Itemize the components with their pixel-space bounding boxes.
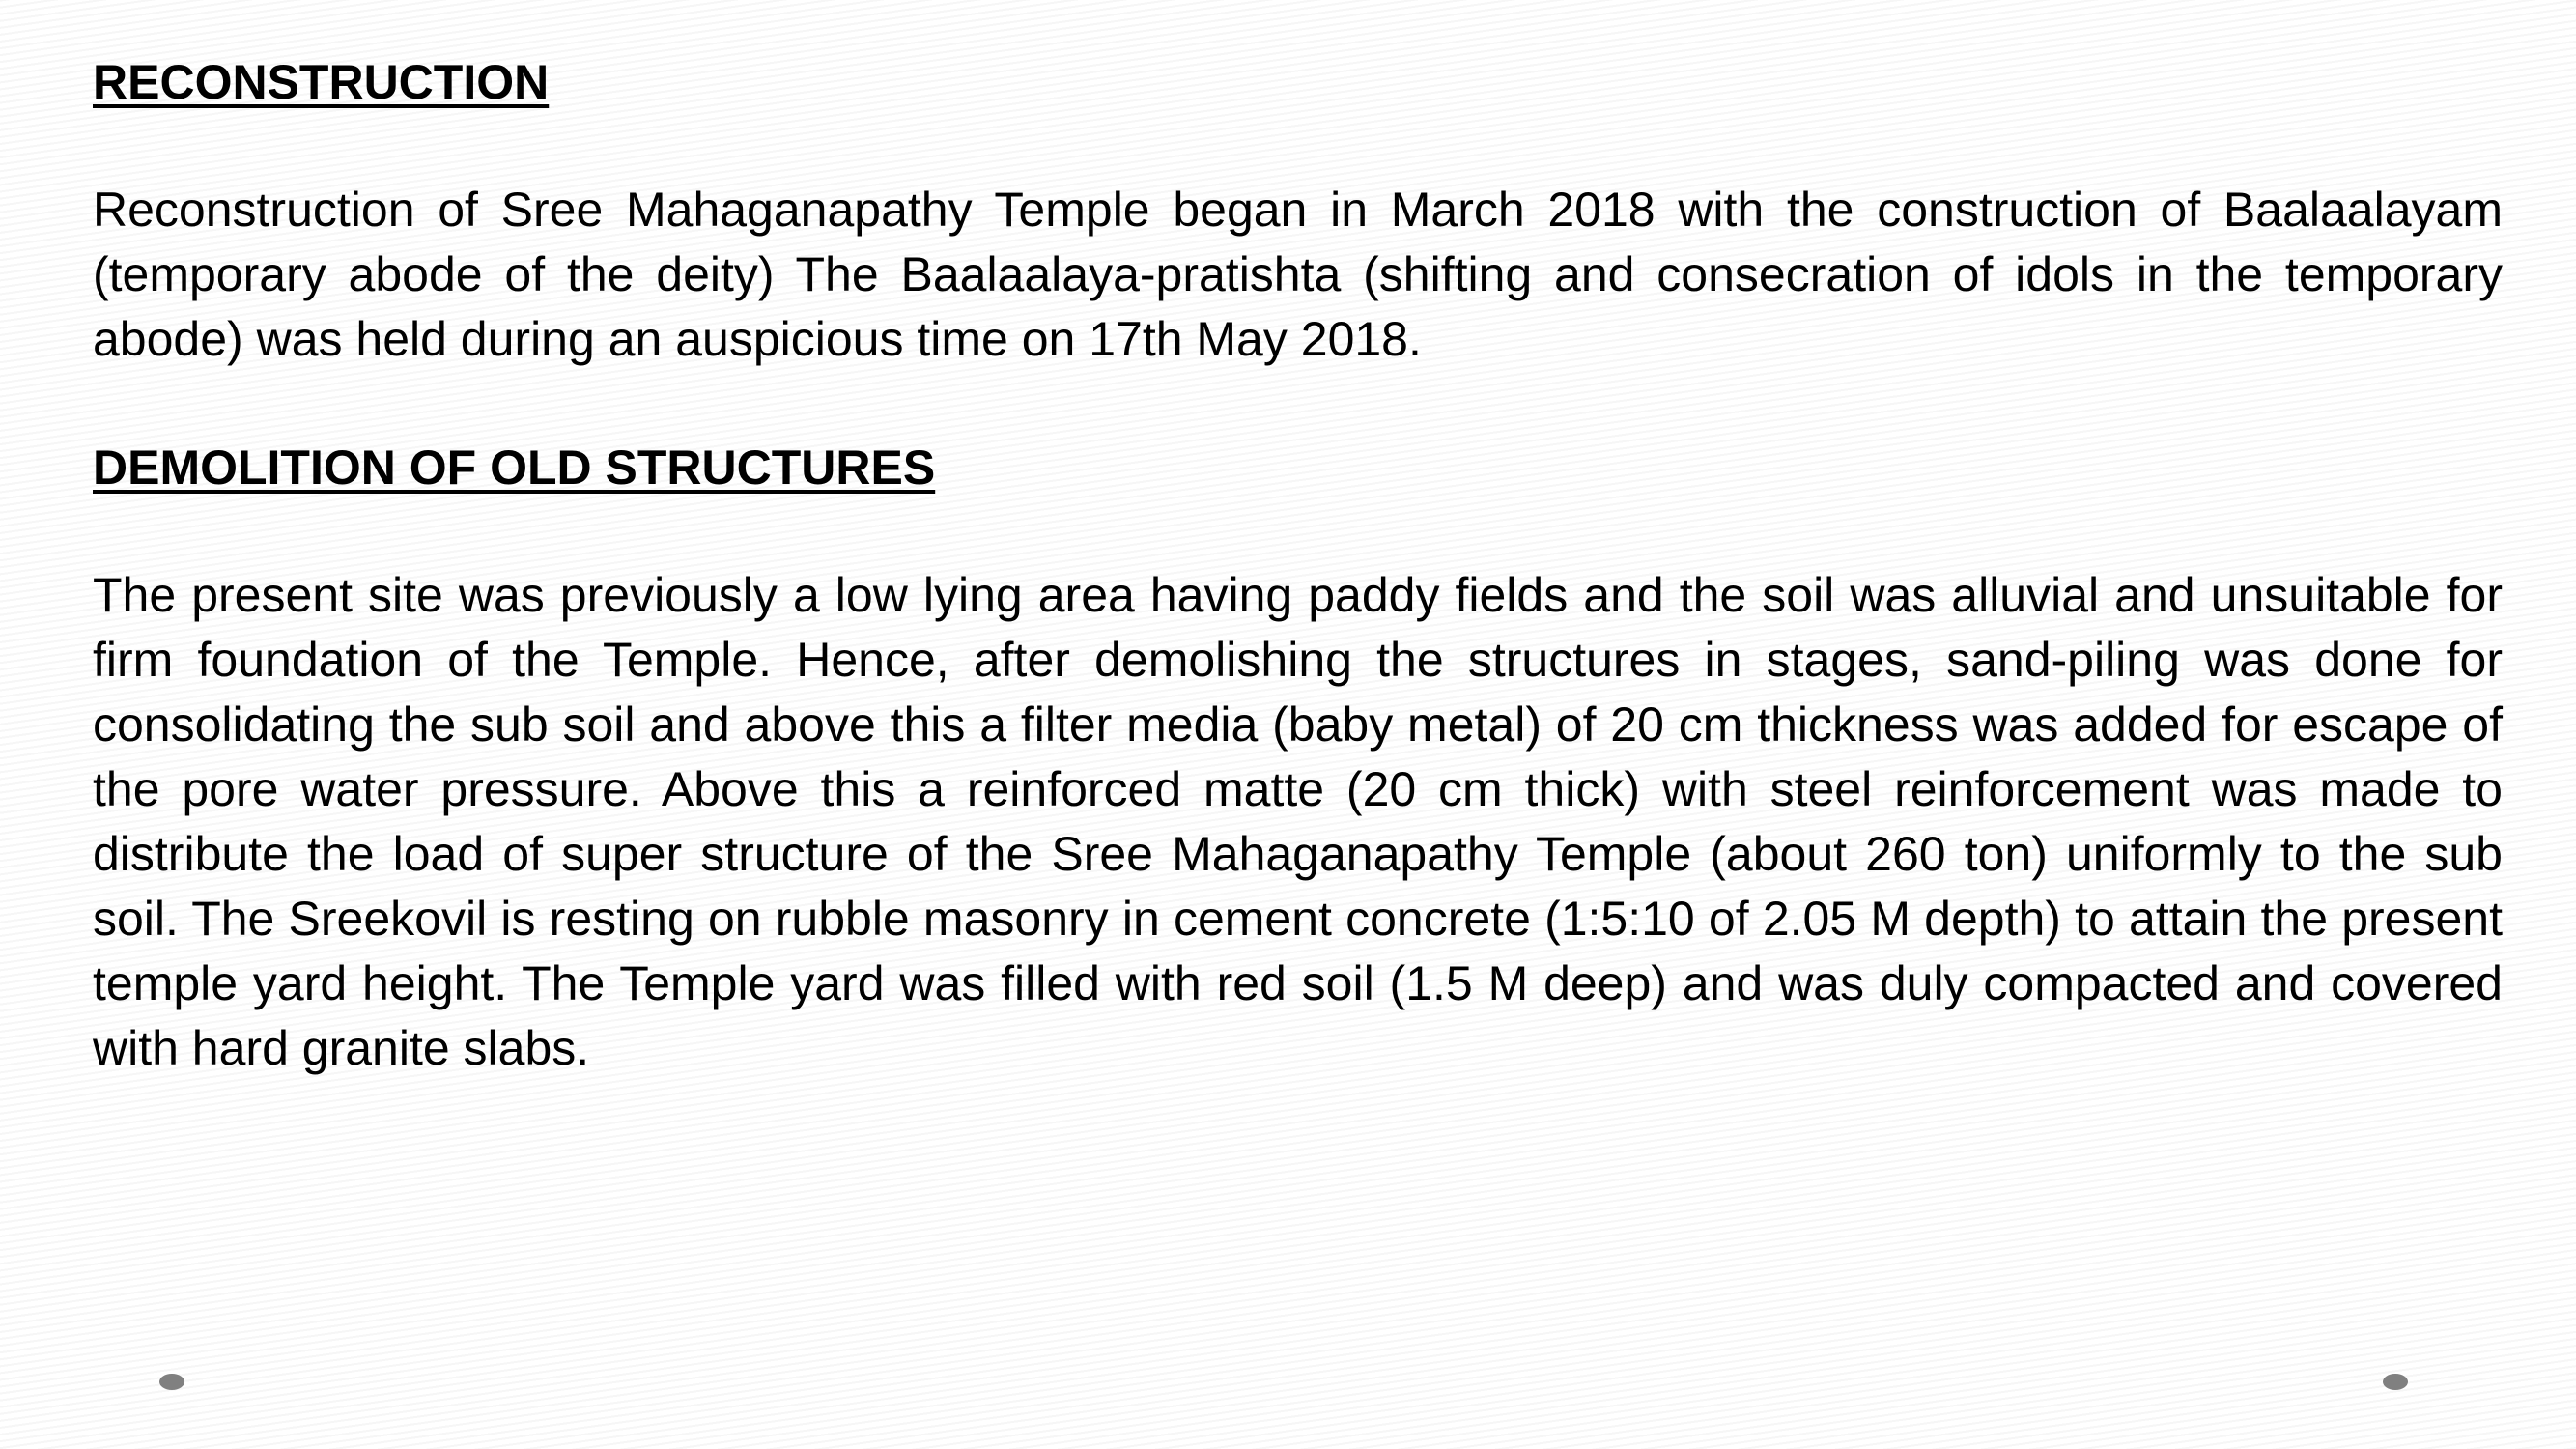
section-paragraph-reconstruction: Reconstruction of Sree Mahaganapathy Temple began in March 2018 with the construction of Baalaalayam (temporary abode of the deity) The Baalaalaya-pratishta (shifting and consecration of idols in the temporary abode) was held during an auspicious time on 17th May 2018.	[93, 183, 2503, 366]
section-heading-reconstruction: RECONSTRUCTION	[93, 55, 550, 109]
section-heading-demolition: DEMOLITION OF OLD STRUCTURES	[93, 440, 936, 495]
decorative-dot-right	[2383, 1374, 2408, 1390]
decorative-dot-left	[159, 1374, 184, 1390]
section-paragraph-demolition: The present site was previously a low lying area having paddy fields and the soil was alluvial and unsuitable for firm foundation of the Temple. Hence, after demolishing the structures in stages, sand-piling was done for consolidating the sub soil and above this a filter media (baby metal) of 20 cm thickness was added for escape of the pore water pressure. Above this a reinforced matte (20 cm thick) with steel reinforcement was made to distribute the load of super structure of the Sree Mahaganapathy Temple (about 260 ton) uniformly to the sub soil. The Sreekovil is resting on rubble masonry in cement concrete (1:5:10 of 2.05 M depth) to attain the present temple yard height. The Temple yard was filled with red soil (1.5 M deep) and was duly compacted and covered with hard granite slabs.	[93, 568, 2503, 1075]
document-content	[93, 50, 2503, 1081]
